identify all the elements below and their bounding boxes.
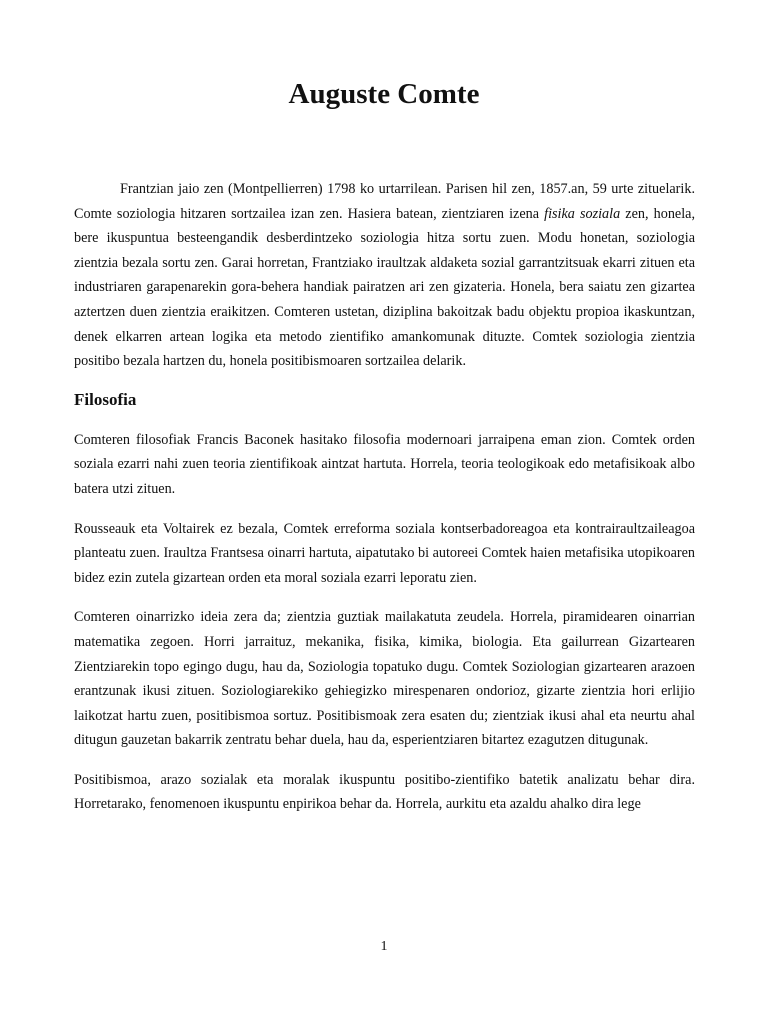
document-body [74, 177, 695, 832]
page-title: Auguste Comte [288, 78, 480, 110]
page-number: 1 [380, 939, 388, 954]
paragraph-1: Comteren filosofiak Francis Baconek hasitako filosofia modernoari jarraipena eman zion. Comtek orden soziala ezarri nahi zuen teoria zientifikoak aintzat hartuta. Horrela, teoria teologikoak edo metafisikoak albo batera utzi zituen. [74, 431, 695, 497]
intro-text-start: Frantzian jaio zen (Montpellierren) 1798 ko urtarrilean. Parisen hil zen, 1857.an, 59 urte zituelarik. Comte soziologia hitzaren sortzailea izan zen. Hasiera batean, zientziaren izena [74, 181, 695, 222]
paragraph-2: Rousseauk eta Voltairek ez bezala, Comtek erreforma soziala kontserbadoreagoa eta kontrairaultzaileagoa planteatu zuen. Iraultza Frantsesa oinarri hartuta, aipatutako bi autoreei Comtek haien metafisika utopikoaren bidez ezin zutela gizartean orden eta moral soziala ezarri leporatu zien. [74, 520, 695, 586]
intro-text-end: zen, honela, bere ikuspuntua besteengandik desberdintzeko soziologia hitza sortu zuen. Modu honetan, soziologia zientzia bezala sortu zen. Garai horretan, Frantziako iraultzak aldaketa sozial garrantzitsuak ekarri zituen eta industriaren garapenarekin gora-behera handiak pairatzen ari zen gizateria. Honela, bera saiatu zen gizartea aztertzen duen zientzia eraikitzen. Comteren ustetan, diziplina bakoitzak badu objektu propioa ikaskuntzan, denek elkarren artean logika eta metodo zientifiko amankomunak dituzte. Comtek soziologia zientzia positibo bezala hartzen du, honela positibismoaren sortzailea delarik. [74, 205, 696, 370]
paragraph-4: Positibismoa, arazo sozialak eta moralak ikuspuntu positibo-zientifiko batetik analizatu behar dira. Horretarako, fenomenoen ikuspuntu enpirikoa behar da. Horrela, aurkitu eta azaldu ahalko dira lege [74, 771, 695, 813]
intro-italic-term: fisika soziala [544, 205, 621, 222]
section-heading-filosofia: Filosofia [74, 389, 137, 409]
paragraph-3: Comteren oinarrizko ideia zera da; zientzia guztiak mailakatuta zeudela. Horrela, piramidearen oinarrian matematika zegoen. Horri jarraituz, mekanika, fisika, kimika, biologia. Eta gailurrean Gizartearen Zientziarekin topo egingo dugu, hau da, Soziologia topatuko dugu. Comtek Soziologian gizartearen arazoen erantzunak ikusi zituen. Soziologiarekiko gehiegizko mirespenaren ondorioz, gizarte zientzia hori erlijio laikotzat hartu zuen, positibismoa sortuz. Positibismoak zera esaten du; zientziak ikusi ahal eta neurtu ahal ditugun gauzetan bakarrik zentratu behar duela, hau da, esperientziaren bitartez ezagutzen ditugunak. [74, 609, 695, 749]
intro-paragraph [74, 177, 695, 374]
